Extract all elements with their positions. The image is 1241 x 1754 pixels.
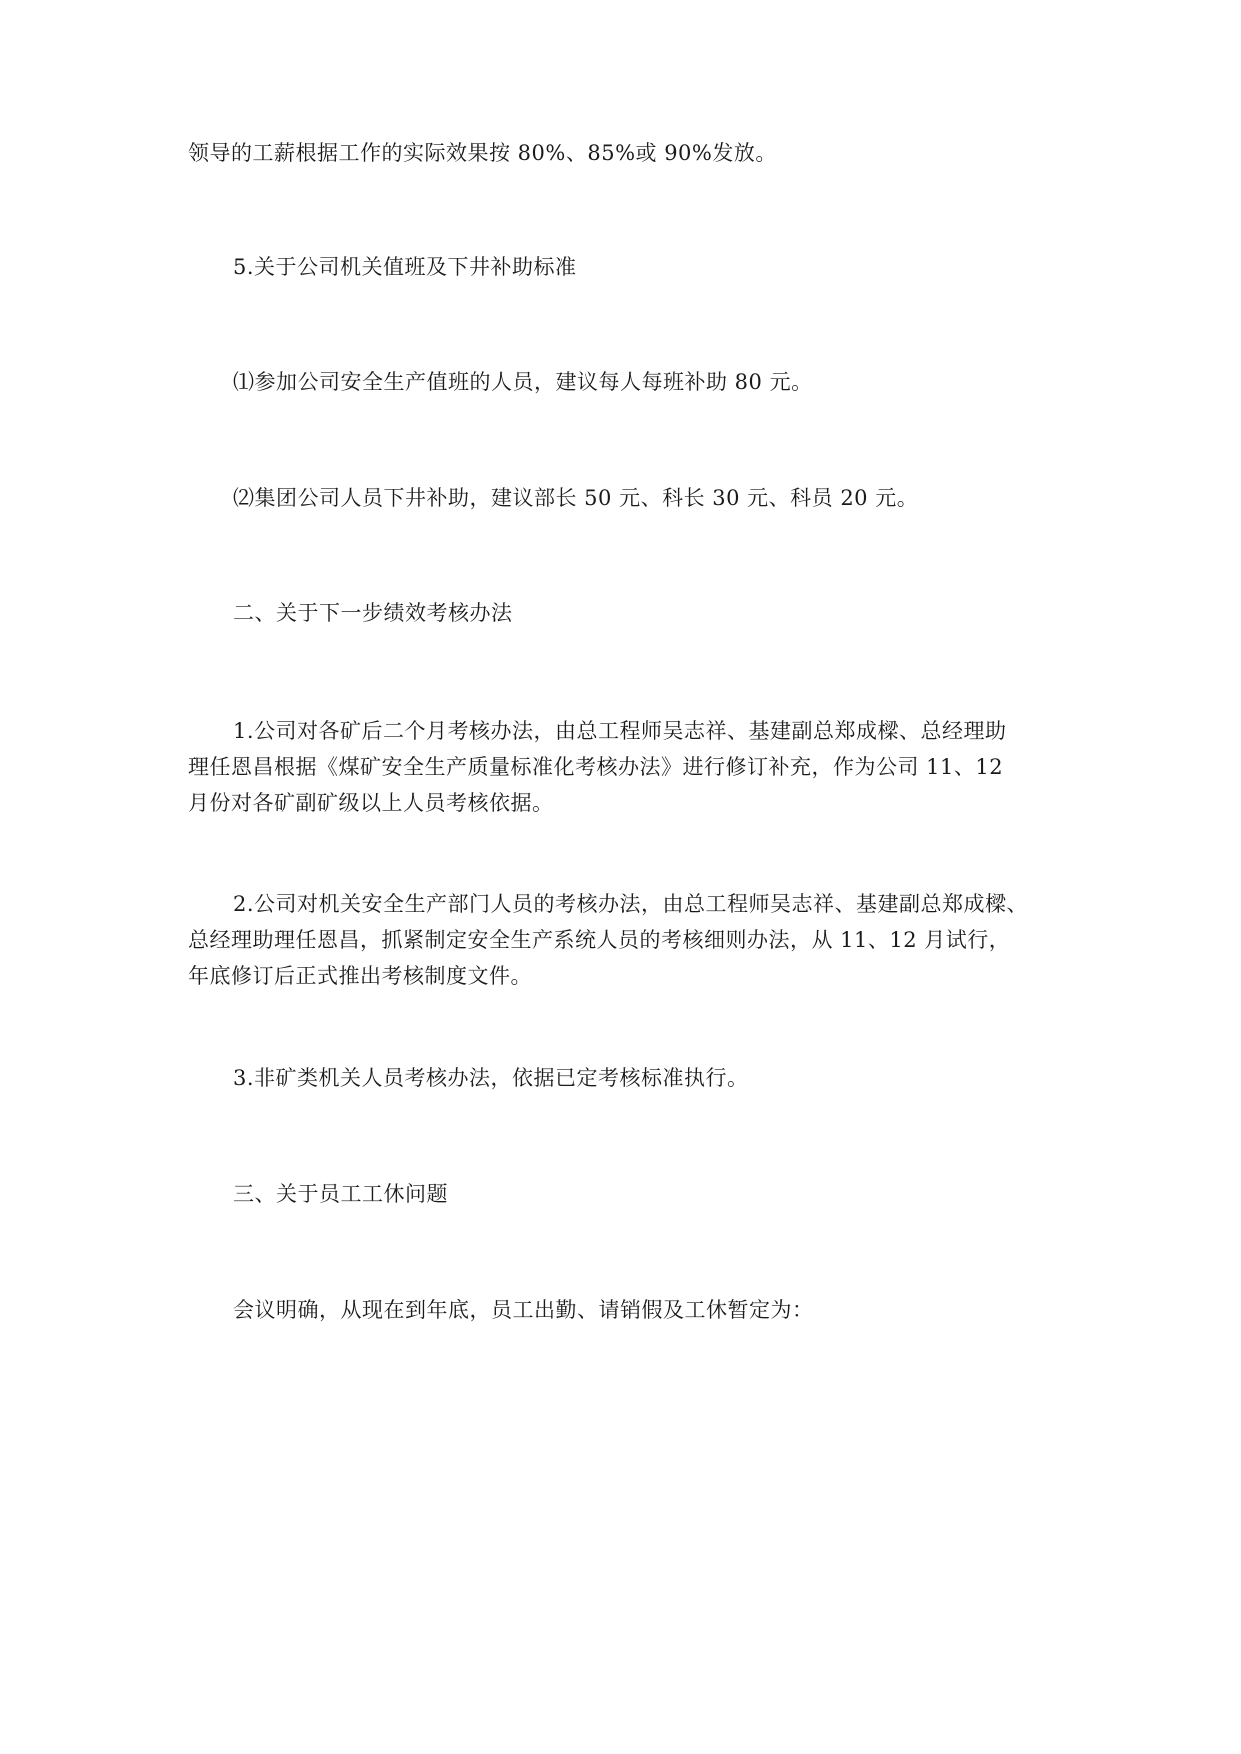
text-line: 三、关于员工工休问题 [233, 1182, 448, 1206]
text-line: 3.非矿类机关人员考核办法，依据已定考核标准执行。 [233, 1066, 749, 1090]
text-line: 会议明确，从现在到年底，员工出勤、请销假及工休暂定为： [233, 1298, 814, 1322]
text-line: 总经理助理任恩昌，抓紧制定安全生产系统人员的考核细则办法，从 11、12 月试行， [188, 928, 1011, 952]
text-line: 5.关于公司机关值班及下井补助标准 [233, 255, 577, 279]
paragraph-department-assessment [188, 886, 1058, 994]
text-line: 月份对各矿副矿级以上人员考核依据。 [188, 791, 554, 815]
text-line: ⑵集团公司人员下井补助，建议部长 50 元、科长 30 元、科员 20 元。 [233, 486, 919, 510]
text-line: 理任恩昌根据《煤矿安全生产质量标准化考核办法》进行修订补充，作为公司 11、12 [188, 755, 1004, 779]
text-line: 年底修订后正式推出考核制度文件。 [188, 964, 532, 988]
text-line: 二、关于下一步绩效考核办法 [233, 601, 513, 625]
text-line: 2.公司对机关安全生产部门人员的考核办法，由总工程师吴志祥、基建副总郑成樑、 [233, 892, 1029, 916]
heading-duty-subsidy-standard [188, 249, 1058, 285]
text-line: 1.公司对各矿后二个月考核办法，由总工程师吴志祥、基建副总郑成樑、总经理助 [233, 719, 1007, 743]
paragraph-meeting-decision [188, 1292, 1058, 1328]
text-line: ⑴参加公司安全生产值班的人员，建议每人每班补助 80 元。 [233, 370, 813, 394]
paragraph-non-mine-assessment [188, 1060, 1058, 1096]
text-line: 领导的工薪根据工作的实际效果按 80%、85%或 90%发放。 [188, 141, 777, 165]
paragraph-salary-percentage [188, 135, 1058, 171]
paragraph-underground-subsidy [188, 480, 1058, 516]
section-heading-performance-assessment [188, 595, 1058, 631]
paragraph-mine-assessment [188, 713, 1058, 821]
section-heading-employee-leave [188, 1176, 1058, 1212]
paragraph-duty-subsidy [188, 364, 1058, 400]
